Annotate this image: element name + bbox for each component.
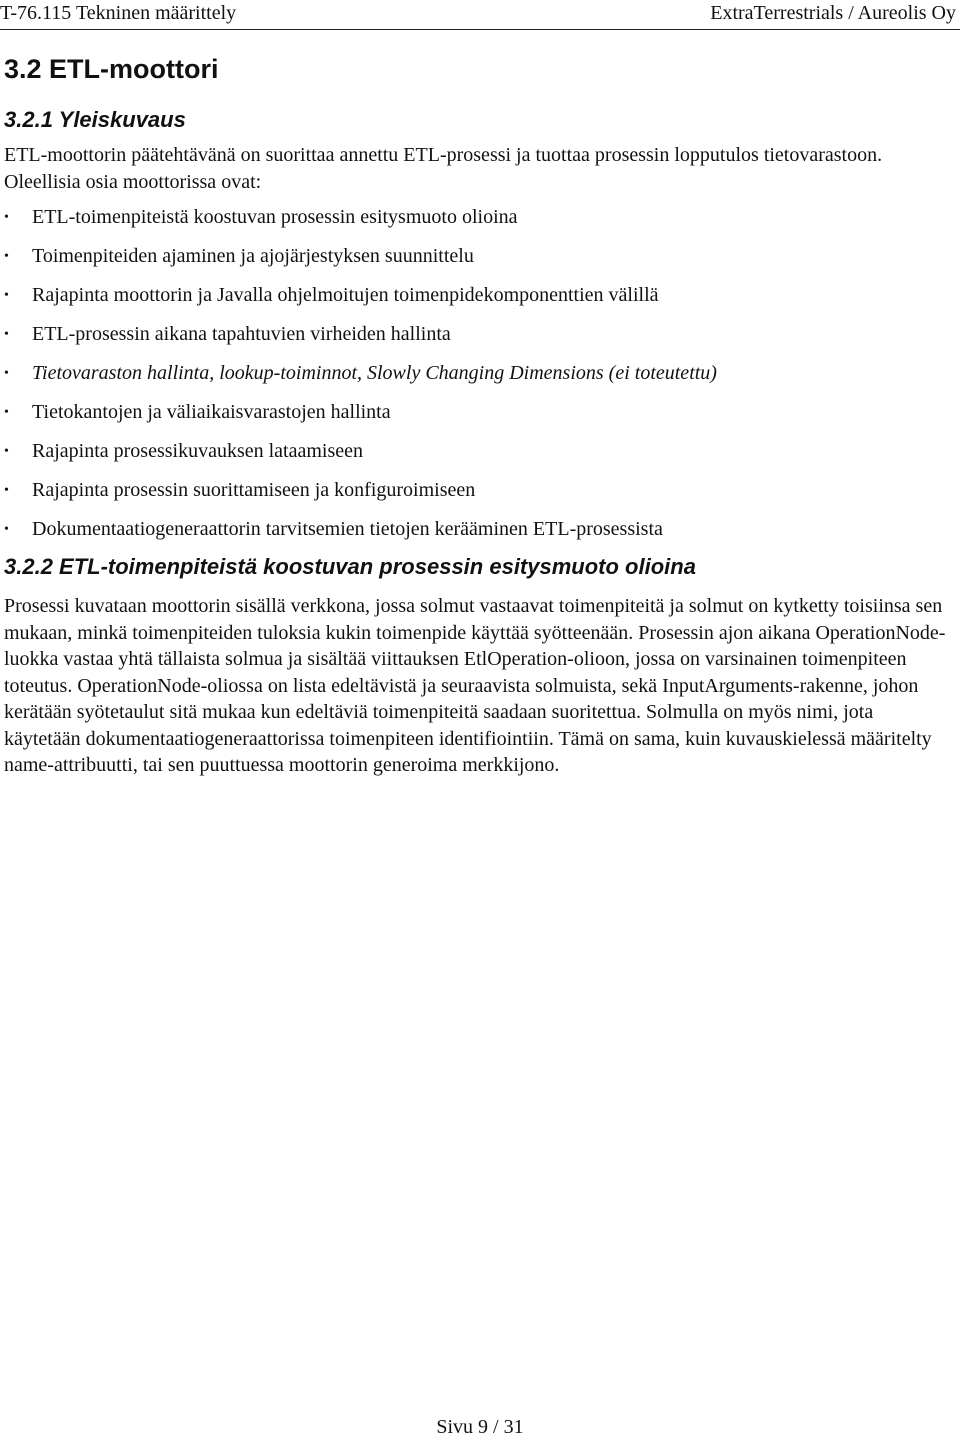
bullet-icon: •	[4, 288, 9, 303]
bullet-icon: •	[4, 483, 9, 498]
header-divider	[0, 29, 960, 30]
list-item: • Dokumentaatiogeneraattorin tarvitsemien tietojen kerääminen ETL-prosessista	[4, 510, 952, 549]
bullet-icon: •	[4, 210, 9, 225]
bullet-icon: •	[4, 327, 9, 342]
document-title: T-76.115 Tekninen määrittely	[0, 2, 237, 24]
list-item: • Tietokantojen ja väliaikaisvarastojen hallinta	[4, 393, 952, 432]
list-item: • ETL-toimenpiteistä koostuvan prosessin esitysmuoto olioina	[4, 198, 952, 237]
bullet-icon: •	[4, 249, 9, 264]
subsection-heading-overview: 3.2.1 Yleiskuvaus	[4, 107, 186, 132]
bullet-icon: •	[4, 405, 9, 420]
bullet-icon: •	[4, 366, 9, 381]
list-item: • Rajapinta prosessin suorittamiseen ja konfiguroimiseen	[4, 471, 952, 510]
bullet-icon: •	[4, 444, 9, 459]
process-representation-paragraph: Prosessi kuvataan moottorin sisällä verkkona, jossa solmut vastaavat toimenpiteitä ja solmut on kytketty toisiinsa sen mukaan, minkä toimenpiteiden tuloksia kukin toimenpide käyttää syötteenään. Prosessin ajon aikana OperationNode-luokka vastaa yhtä tällaista solmua ja sisältää viittauksen EtlOperation-olioon, jossa on varsinainen toimenpiteen toteutus. OperationNode-oliossa on lista edeltävistä ja seuraavista solmuista, sekä InputArguments-rakenne, johon kerätään syötetaulut sitä mukaa kun edeltäviä toimenpiteitä saadaan suoritettua. Solmulla on myös nimi, jota käytetään dokumentaatiogeneraattorissa toimenpiteen identifiointiin. Tämä on sama, kuin kuvauskielessä määritelty name-attribuutti, tai sen puuttuessa moottorin generoima merkkijono.	[4, 595, 946, 776]
page-header	[0, 0, 960, 30]
overview-intro-paragraph: ETL-moottorin päätehtävänä on suorittaa annettu ETL-prosessi ja tuottaa prosessin lopputulos tietovarastoon. Oleellisia osia moottorissa ovat:	[4, 144, 883, 193]
engine-parts-list	[4, 198, 952, 549]
subsection-process-representation	[4, 553, 952, 779]
organization-name: ExtraTerrestrials / Aureolis Oy	[710, 2, 956, 24]
list-item: • Tietovaraston hallinta, lookup-toiminnot, Slowly Changing Dimensions (ei toteutettu)	[4, 354, 952, 393]
list-item: • ETL-prosessin aikana tapahtuvien virheiden hallinta	[4, 315, 952, 354]
section-heading: 3.2 ETL-moottori	[4, 54, 219, 84]
subsection-heading-process-representation: 3.2.2 ETL-toimenpiteistä koostuvan prosessin esitysmuoto olioina	[4, 554, 696, 579]
subsection-overview	[4, 106, 952, 549]
page-content	[4, 52, 952, 779]
list-item: • Rajapinta moottorin ja Javalla ohjelmoitujen toimenpidekomponenttien välillä	[4, 276, 952, 315]
list-item: • Rajapinta prosessikuvauksen lataamiseen	[4, 432, 952, 471]
page-number: Sivu 9 / 31	[436, 1416, 524, 1438]
list-item: • Toimenpiteiden ajaminen ja ajojärjestyksen suunnittelu	[4, 237, 952, 276]
page-footer	[0, 1414, 960, 1440]
bullet-icon: •	[4, 522, 9, 537]
